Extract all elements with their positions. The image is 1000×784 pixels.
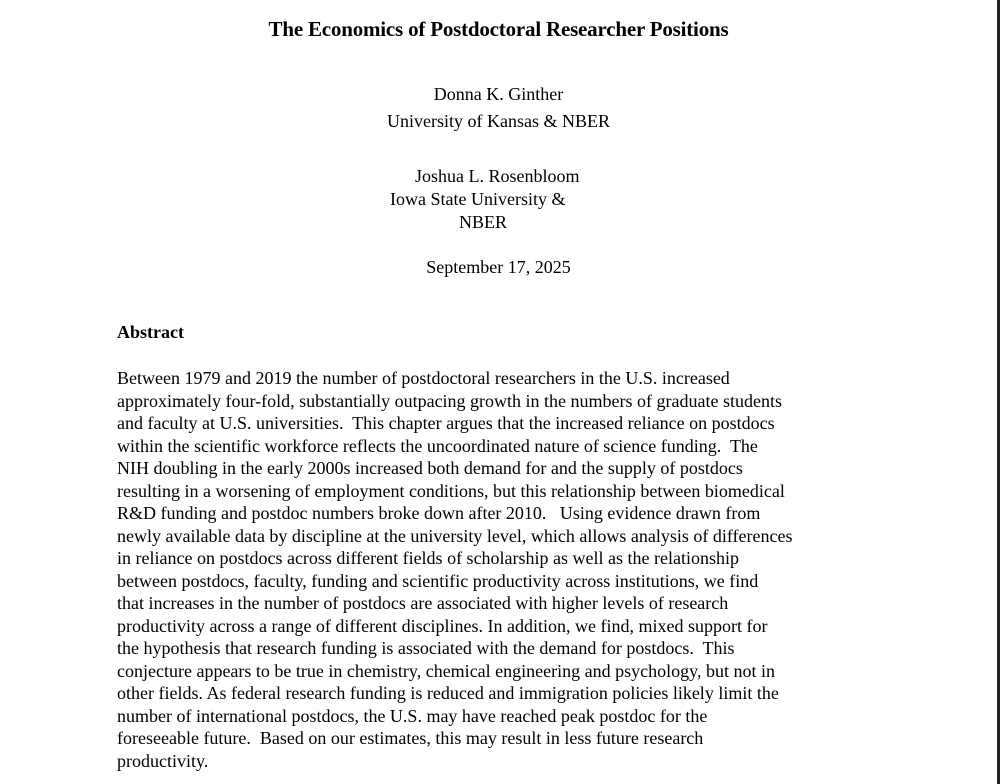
abstract-line: number of international postdocs, the U.S. may have reached peak postdoc for the: [117, 705, 708, 726]
author-name: Joshua L. Rosenbloom: [415, 166, 580, 186]
abstract-line: the hypothesis that research funding is associated with the demand for postdocs. This: [117, 638, 735, 658]
abstract-line: between postdocs, faculty, funding and scientific productivity across institutions, we find: [117, 570, 759, 591]
abstract-line: and faculty at U.S. universities. This chapter argues that the increased reliance on postdocs: [117, 413, 775, 433]
author-affiliation: University of Kansas & NBER: [387, 111, 610, 131]
abstract-body: [117, 367, 877, 772]
abstract-line: R&D funding and postdoc numbers broke down after 2010. Using evidence drawn from: [117, 503, 761, 523]
abstract-line: newly available data by discipline at the university level, which allows analysis of differences: [117, 525, 793, 546]
abstract-line: conjecture appears to be true in chemistry, chemical engineering and psychology, but not in: [117, 660, 775, 681]
abstract-line: in reliance on postdocs across different fields of scholarship as well as the relationship: [117, 548, 739, 568]
paper-date: September 17, 2025: [426, 257, 571, 277]
author-affiliation: Iowa State University &: [390, 189, 566, 209]
paper-title: The Economics of Postdoctoral Researcher Positions: [268, 17, 729, 41]
abstract-line: Between 1979 and 2019 the number of postdoctoral researchers in the U.S. increased: [117, 368, 730, 388]
abstract-line: approximately four-fold, substantially outpacing growth in the numbers of graduate students: [117, 390, 782, 411]
abstract-line: NIH doubling in the early 2000s increased both demand for and the supply of postdocs: [117, 458, 743, 478]
abstract-line: that increases in the number of postdocs are associated with higher levels of research: [117, 593, 729, 613]
abstract-heading: Abstract: [117, 322, 184, 342]
abstract-line: other fields. As federal research funding is reduced and immigration policies likely limit the: [117, 683, 779, 703]
author-affiliation-continued: NBER: [459, 212, 508, 232]
abstract-line: within the scientific workforce reflects the uncoordinated nature of science funding. The: [117, 435, 758, 456]
abstract-line: foreseeable future. Based on our estimates, this may result in less future research: [117, 728, 704, 748]
abstract-line: productivity.: [117, 750, 209, 771]
abstract-line: productivity across a range of different disciplines. In addition, we find, mixed support for: [117, 615, 768, 636]
author-name: Donna K. Ginther: [433, 84, 564, 104]
abstract-line: resulting in a worsening of employment conditions, but this relationship between biomedical: [117, 480, 785, 501]
